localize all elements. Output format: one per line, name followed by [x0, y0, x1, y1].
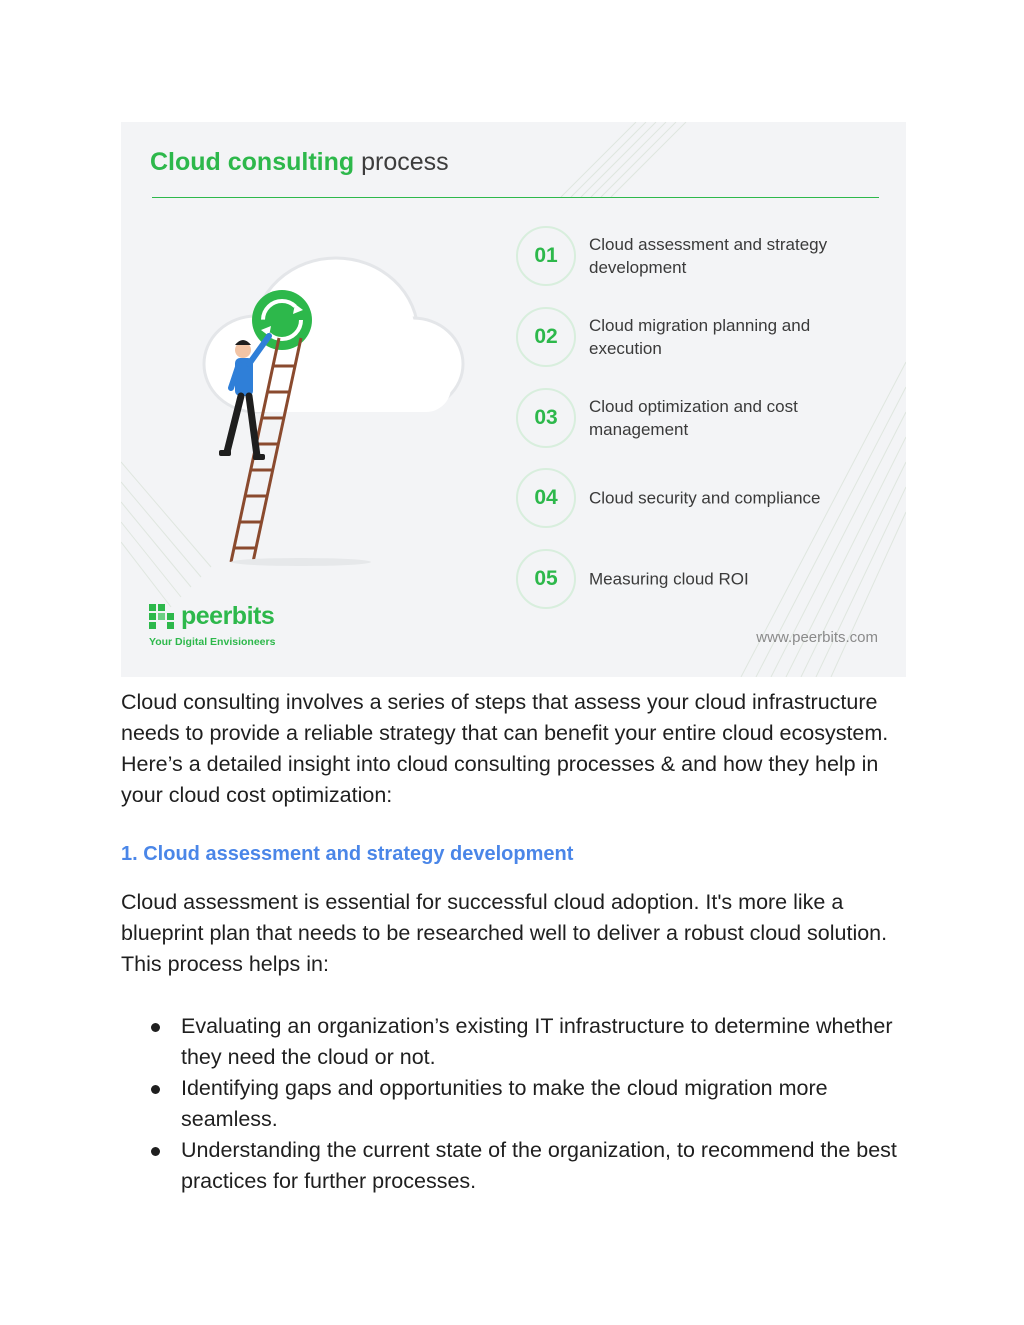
step-label: Measuring cloud ROI — [589, 569, 749, 589]
sync-icon — [252, 290, 312, 350]
cloud-consulting-infographic — [121, 122, 906, 677]
infographic-title — [150, 148, 449, 177]
peerbits-logo-icon — [149, 604, 177, 634]
bullet-list — [121, 1011, 911, 1197]
logo-tagline: Your Digital Envisioneers — [149, 636, 276, 648]
process-step-2 — [516, 307, 876, 367]
process-step-1 — [516, 226, 876, 286]
list-item — [121, 1135, 911, 1197]
intro-paragraph: Cloud consulting involves a series of steps that assess your cloud infrastructure needs to provide a reliable strategy that can benefit your entire cloud ecosystem. Here’s a detailed insight into cloud consulting processes & and how they help in your cloud cost optimization: — [121, 690, 889, 807]
bullet-text: Evaluating an organization’s existing IT infrastructure to determine whether they need the cloud or not. — [181, 1014, 893, 1069]
step-label: Cloud assessment and strategy development — [589, 235, 828, 277]
bullet-text: Identifying gaps and opportunities to make the cloud migration more seamless. — [181, 1076, 828, 1131]
step-label: Cloud optimization and cost management — [589, 397, 798, 439]
step-number: 02 — [516, 307, 576, 367]
bullet-dot — [151, 1023, 160, 1032]
section-paragraph: Cloud assessment is essential for successful cloud adoption. It's more like a blueprint plan that needs to be researched well to deliver a robust cloud solution. This process helps in: — [121, 890, 888, 976]
logo-wordmark: peerbits — [181, 602, 275, 630]
title-light-part: process — [361, 148, 449, 176]
step-number: 01 — [516, 226, 576, 286]
title-divider — [152, 197, 879, 198]
bullet-dot — [151, 1085, 160, 1094]
list-item — [121, 1011, 911, 1073]
step-label: Cloud migration planning and execution — [589, 316, 811, 358]
step-number: 03 — [516, 388, 576, 448]
website-url: www.peerbits.com — [756, 629, 878, 646]
bullet-dot — [151, 1147, 160, 1156]
section-heading: 1. Cloud assessment and strategy development — [121, 843, 574, 865]
cloud-ladder-illustration — [191, 252, 471, 582]
step-number: 04 — [516, 468, 576, 528]
step-label: Cloud security and compliance — [589, 488, 821, 508]
step-number: 05 — [516, 549, 576, 609]
bullet-text: Understanding the current state of the organization, to recommend the best practices for further processes. — [181, 1138, 897, 1193]
process-step-3 — [516, 388, 876, 448]
list-item — [121, 1073, 911, 1135]
process-step-5 — [516, 549, 876, 609]
title-bold-part: Cloud consulting — [150, 148, 355, 176]
process-step-4 — [516, 468, 876, 528]
